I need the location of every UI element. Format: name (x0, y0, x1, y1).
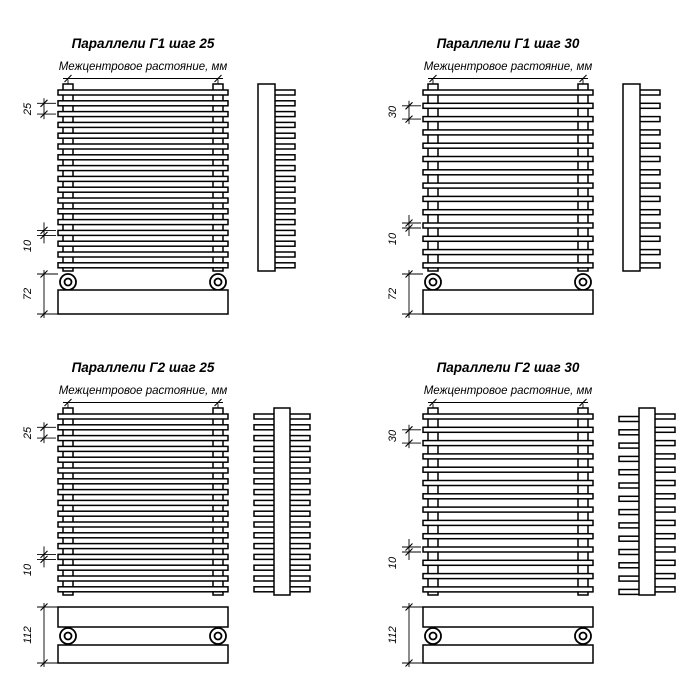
dimension-depth: 72 (387, 287, 399, 301)
quadrant-g1-step30 (365, 0, 700, 376)
dimension-pitch: 25 (22, 102, 34, 115)
center-distance-label: Межцентровое растояние, мм (423, 61, 593, 73)
variant-title: Параллели Г2 шаг 30 (436, 360, 580, 375)
dimension-bar-height: 10 (22, 564, 34, 577)
variant-title: Параллели Г1 шаг 30 (436, 36, 580, 51)
variant-title: Параллели Г1 шаг 25 (71, 36, 215, 51)
center-distance-label: Межцентровое растояние, мм (58, 61, 228, 73)
dimension-pitch: 25 (22, 426, 34, 439)
dimension-pitch: 30 (387, 430, 399, 443)
center-distance-label: Межцентровое растояние, мм (58, 385, 228, 397)
variant-title: Параллели Г2 шаг 25 (71, 360, 215, 375)
dimension-depth: 72 (22, 287, 34, 301)
dimension-depth: 112 (387, 626, 399, 644)
dimension-pitch: 30 (387, 106, 399, 119)
quadrant-g1-step25 (0, 0, 350, 376)
quadrant-g2-step30 (365, 324, 700, 700)
quadrant-g2-step25 (0, 324, 350, 700)
dimension-bar-height: 10 (22, 240, 34, 253)
dimension-bar-height: 10 (387, 232, 399, 246)
dimension-depth: 112 (22, 626, 34, 644)
dimension-bar-height: 10 (387, 556, 399, 570)
center-distance-label: Межцентровое растояние, мм (423, 385, 593, 397)
